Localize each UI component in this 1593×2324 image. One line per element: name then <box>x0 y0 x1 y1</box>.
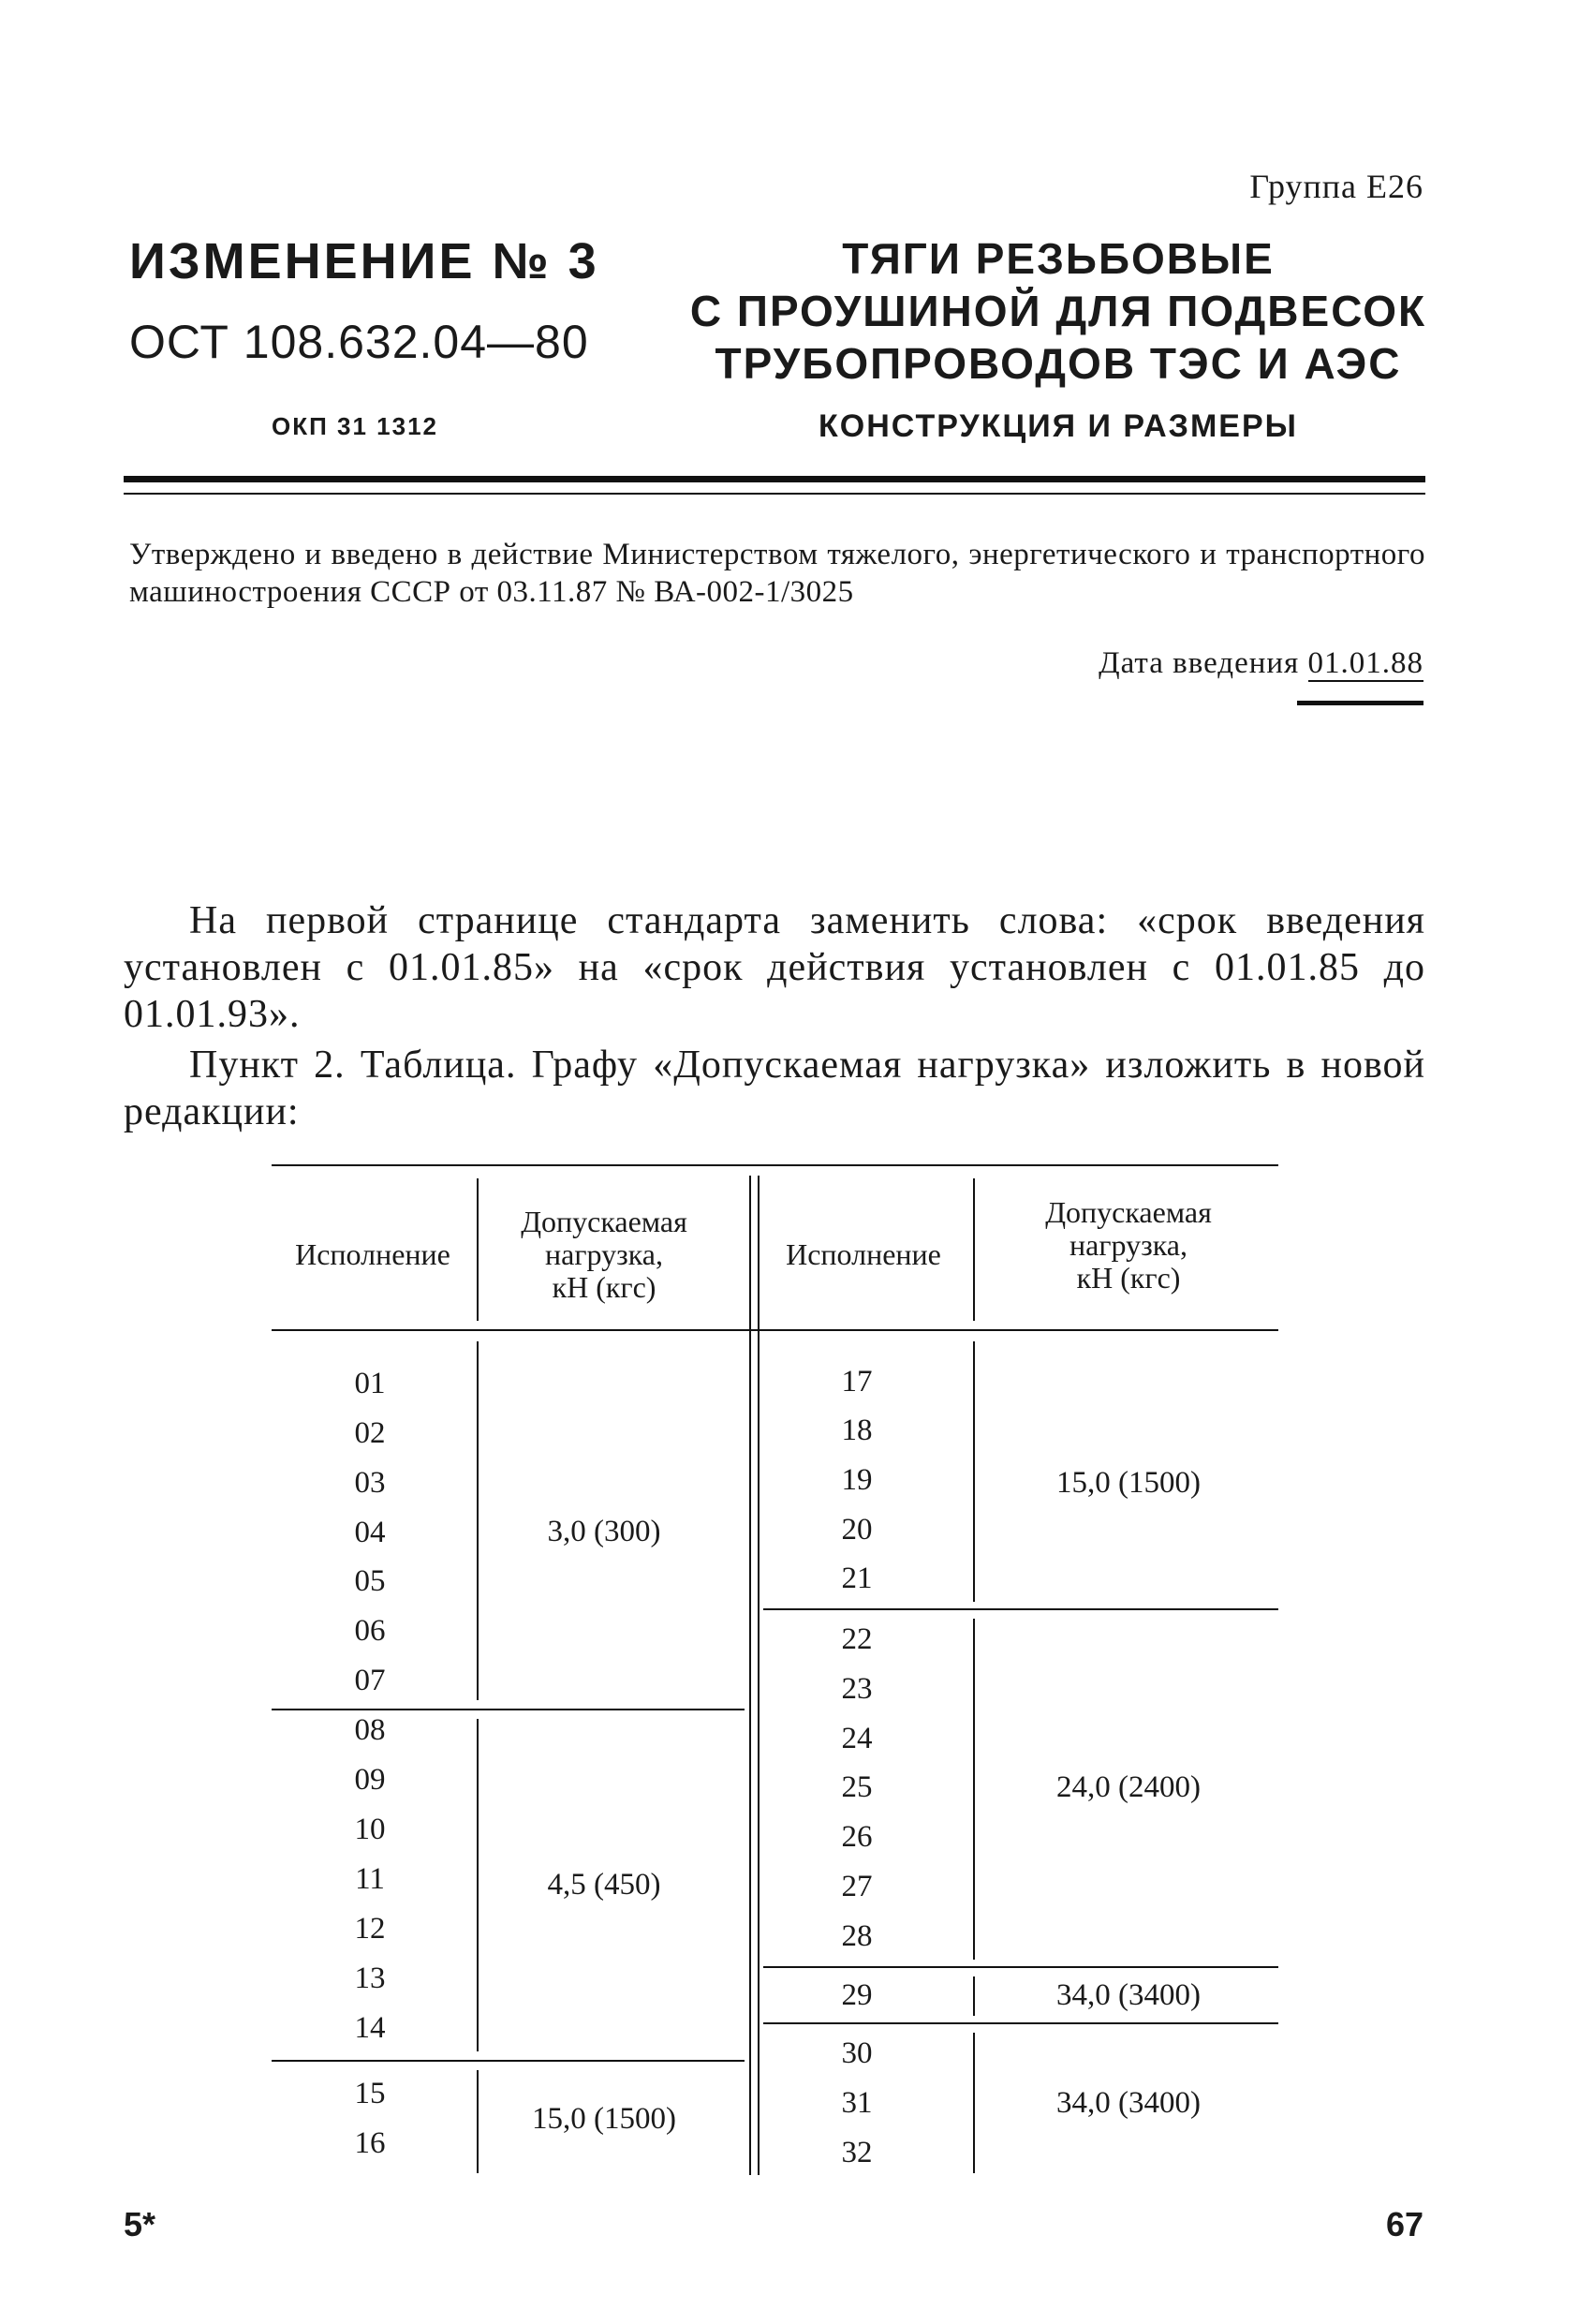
execution-cell: 12 <box>354 1912 386 1946</box>
execution-cell: 30 <box>841 2036 873 2070</box>
paragraph-1: На первой странице стандарта заменить слова: «срок введения установлен с 01.01.85» на «срок действия установлен с 01.01.85 до 01.01.93». <box>124 899 1425 1036</box>
execution-cell: 32 <box>841 2136 873 2169</box>
title-line: ТРУБОПРОВОДОВ ТЭС И АЭС <box>715 339 1402 388</box>
execution-cell: 16 <box>354 2126 386 2160</box>
execution-cell: 10 <box>354 1813 386 1846</box>
okp-code: ОКП 31 1312 <box>272 412 438 440</box>
execution-cell: 02 <box>354 1416 386 1450</box>
date-label: Дата введения <box>1099 646 1300 680</box>
standard-number: ОСТ 108.632.04—80 <box>129 316 589 368</box>
approval-text: Утверждено и введено в действие Министерством тяжелого, энергетического и транспортного машиностроения СССР от 03.11.87 № ВА-002-1/3025 <box>129 538 1425 609</box>
change-title: ИЗМЕНЕНИЕ № 3 <box>129 233 599 289</box>
execution-cell: 20 <box>841 1513 873 1547</box>
execution-cell: 14 <box>354 2011 386 2045</box>
header-load-right: Допускаемая <box>1045 1195 1212 1229</box>
execution-cell: 18 <box>841 1414 873 1447</box>
execution-cell: 28 <box>841 1919 873 1953</box>
execution-cell: 19 <box>841 1463 873 1497</box>
document-subtitle: КОНСТРУКЦИЯ И РАЗМЕРЫ <box>819 408 1298 444</box>
load-cell: 4,5 (450) <box>547 1868 661 1902</box>
paragraph-2: Пункт 2. Таблица. Графу «Допускаемая нагрузка» изложить в новой редакции: <box>124 1044 1425 1133</box>
date-value: 01.01.88 <box>1307 646 1423 680</box>
footer-mark: 5* <box>124 2205 156 2243</box>
header-execution-left: Исполнение <box>295 1237 450 1271</box>
execution-cell: 22 <box>841 1622 873 1656</box>
load-cell: 34,0 (3400) <box>1056 1978 1201 2012</box>
title-line: С ПРОУШИНОЙ ДЛЯ ПОДВЕСОК <box>689 287 1427 335</box>
execution-cell: 08 <box>354 1713 386 1747</box>
execution-cell: 17 <box>841 1365 873 1399</box>
title-line: ТЯГИ РЕЗЬБОВЫЕ <box>842 234 1275 283</box>
header-load-left: кН (кгс) <box>552 1270 656 1304</box>
load-cell: 24,0 (2400) <box>1056 1770 1201 1804</box>
load-cell: 15,0 (1500) <box>532 2102 676 2136</box>
header-load-right: кН (кгс) <box>1076 1261 1181 1295</box>
execution-cell: 09 <box>354 1763 386 1797</box>
header-load-right: нагрузка, <box>1069 1228 1187 1262</box>
execution-cell: 13 <box>354 1961 386 1995</box>
execution-cell: 24 <box>841 1722 873 1755</box>
execution-cell: 31 <box>841 2086 873 2120</box>
header-execution-right: Исполнение <box>786 1237 941 1271</box>
header-load-left: нагрузка, <box>545 1237 663 1271</box>
execution-cell: 01 <box>354 1367 386 1400</box>
page-number: 67 <box>1385 2205 1423 2243</box>
header-load-left: Допускаемая <box>521 1205 687 1238</box>
execution-cell: 29 <box>841 1978 873 2012</box>
execution-cell: 07 <box>354 1664 386 1697</box>
load-cell: 15,0 (1500) <box>1056 1466 1201 1500</box>
execution-cell: 25 <box>841 1770 873 1804</box>
execution-cell: 11 <box>355 1862 385 1896</box>
group-code: Группа Е26 <box>1249 168 1423 205</box>
execution-cell: 21 <box>841 1562 873 1595</box>
execution-cell: 15 <box>354 2077 386 2110</box>
execution-cell: 04 <box>354 1516 386 1549</box>
load-cell: 34,0 (3400) <box>1056 2086 1201 2120</box>
table-body <box>355 1365 1201 2169</box>
execution-cell: 05 <box>354 1564 386 1598</box>
execution-cell: 27 <box>841 1870 873 1903</box>
execution-cell: 03 <box>354 1466 386 1500</box>
load-cell: 3,0 (300) <box>547 1515 661 1548</box>
execution-cell: 26 <box>841 1820 873 1854</box>
execution-cell: 06 <box>354 1614 386 1648</box>
execution-cell: 23 <box>841 1672 873 1706</box>
